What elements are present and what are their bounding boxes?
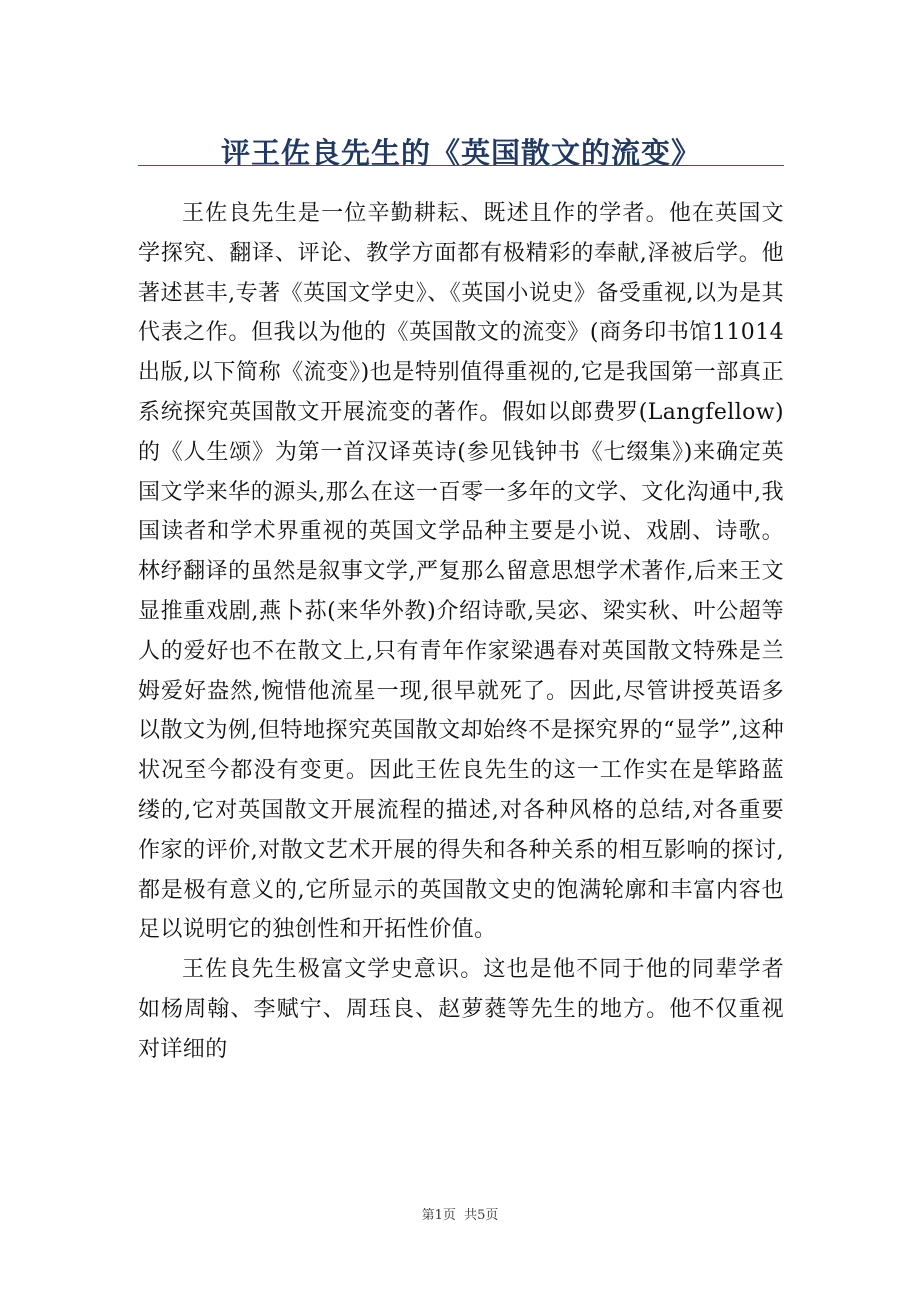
document-title: 评王佐良先生的《英国散文的流变》 xyxy=(220,136,701,171)
document-body xyxy=(138,194,784,1070)
paragraph-1: 王佐良先生是一位辛勤耕耘、既述且作的学者。他在英国文学探究、翻译、评论、教学方面都有极精彩的奉献,泽被后学。他著述甚丰,专著《英国文学史》、《英国小说史》备受重视,以为是其代表之作。但我以为他的《英国散文的流变》(商务印书馆11014出版,以下简称《流变》)也是特别值得重视的,它是我国第一部真正系统探究英国散文开展流变的著作。假如以郎费罗(Langfellow)的《人生颂》为第一首汉译英诗(参见钱钟书《七缀集》)来确定英国文学来华的源头,那么在这一百零一多年的文学、文化沟通中,我国读者和学术界重视的英国文学品种主要是小说、戏剧、诗歌。林纾翻译的虽然是叙事文学,严复那么留意思想学术著作,后来王文显推重戏剧,燕卜荪(来华外教)介绍诗歌,吴宓、梁实秋、叶公超等人的爱好也不在散文上,只有青年作家梁遇春对英国散文特殊是兰姆爱好盎然,惋惜他流星一现,很早就死了。因此,尽管讲授英语多以散文为例,但特地探究英国散文却始终不是探究界的“显学”,这种状况至今都没有变更。因此王佐良先生的这一工作实在是筚路蓝缕的,它对英国散文开展流程的描述,对各种风格的总结,对各重要作家的评价,对散文艺术开展的得失和各种关系的相互影响的探讨,都是极有意义的,它所显示的英国散文史的饱满轮廓和丰富内容也足以说明它的独创性和开拓性价值。 xyxy=(138,201,784,943)
title-underline-rule xyxy=(138,165,784,166)
current-page-number: 第1页 xyxy=(421,1208,456,1223)
total-page-count: 共5页 xyxy=(464,1208,499,1223)
paragraph-2: 王佐良先生极富文学史意识。这也是他不同于他的同辈学者如杨周翰、李赋宁、周珏良、赵萝蕤等先生的地方。他不仅重视对详细的 xyxy=(138,957,784,1062)
page-footer xyxy=(0,1206,920,1226)
